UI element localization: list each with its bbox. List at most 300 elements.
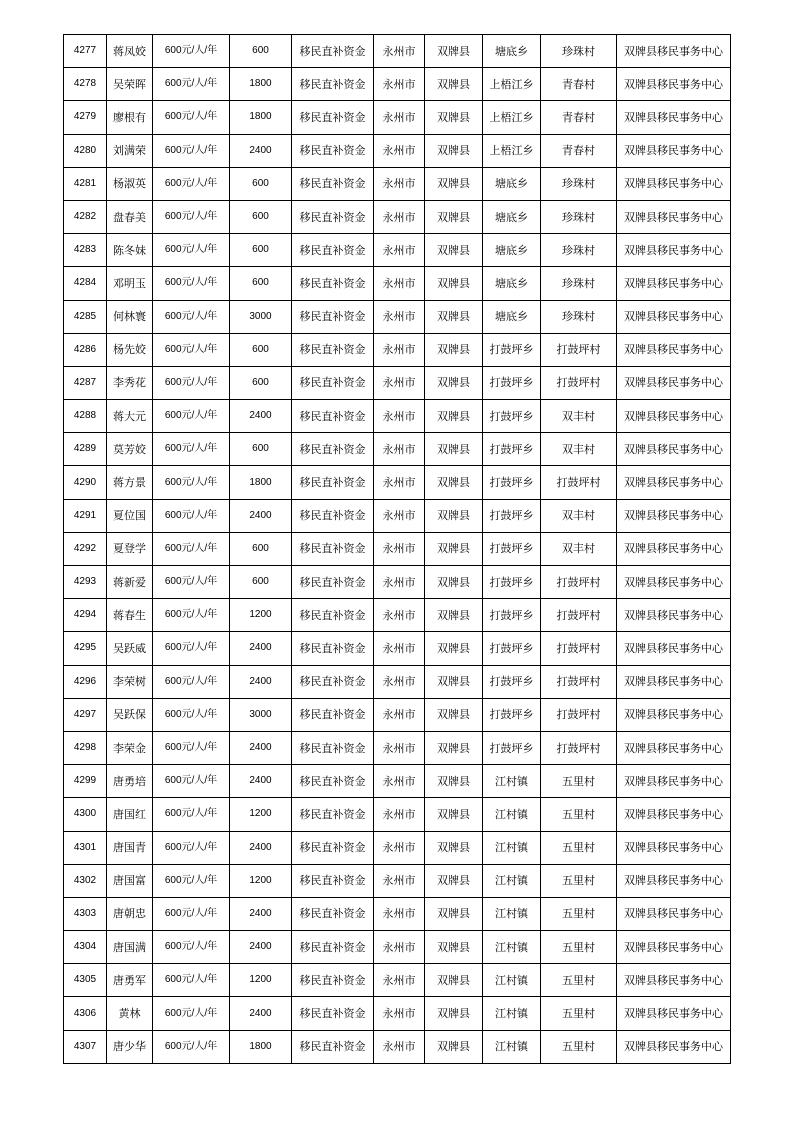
cell-city: 永州市 <box>374 964 425 997</box>
cell-row-number: 4297 <box>64 698 107 731</box>
cell-row-number: 4298 <box>64 731 107 764</box>
cell-village: 双丰村 <box>541 400 617 433</box>
cell-fund-type: 移民直补资金 <box>292 300 374 333</box>
table-body <box>64 35 731 1064</box>
cell-fund-type: 移民直补资金 <box>292 566 374 599</box>
cell-person-name: 吴跃保 <box>107 698 153 731</box>
cell-row-number: 4284 <box>64 267 107 300</box>
cell-subsidy-standard: 600元/人/年 <box>153 433 230 466</box>
cell-village: 双丰村 <box>541 499 617 532</box>
cell-fund-type: 移民直补资金 <box>292 101 374 134</box>
cell-city: 永州市 <box>374 897 425 930</box>
cell-township: 打鼓坪乡 <box>483 698 541 731</box>
cell-township: 打鼓坪乡 <box>483 366 541 399</box>
table-row <box>64 466 731 499</box>
cell-city: 永州市 <box>374 765 425 798</box>
table-row <box>64 632 731 665</box>
cell-village: 打鼓坪村 <box>541 665 617 698</box>
table-row <box>64 731 731 764</box>
cell-fund-type: 移民直补资金 <box>292 499 374 532</box>
cell-city: 永州市 <box>374 1030 425 1063</box>
cell-village: 打鼓坪村 <box>541 599 617 632</box>
cell-subsidy-standard: 600元/人/年 <box>153 300 230 333</box>
cell-person-name: 蒋大元 <box>107 400 153 433</box>
cell-fund-type: 移民直补资金 <box>292 466 374 499</box>
cell-village: 打鼓坪村 <box>541 632 617 665</box>
cell-person-name: 杨淑英 <box>107 167 153 200</box>
cell-subsidy-standard: 600元/人/年 <box>153 466 230 499</box>
table-row <box>64 35 731 68</box>
table-row <box>64 134 731 167</box>
cell-row-number: 4290 <box>64 466 107 499</box>
cell-city: 永州市 <box>374 831 425 864</box>
cell-subsidy-standard: 600元/人/年 <box>153 532 230 565</box>
cell-agency: 双牌县移民事务中心 <box>617 68 731 101</box>
cell-subsidy-standard: 600元/人/年 <box>153 167 230 200</box>
cell-fund-type: 移民直补资金 <box>292 366 374 399</box>
cell-person-name: 杨先姣 <box>107 333 153 366</box>
cell-village: 青春村 <box>541 101 617 134</box>
cell-township: 塘底乡 <box>483 234 541 267</box>
cell-county: 双牌县 <box>425 433 483 466</box>
cell-row-number: 4301 <box>64 831 107 864</box>
cell-village: 五里村 <box>541 897 617 930</box>
cell-fund-type: 移民直补资金 <box>292 1030 374 1063</box>
cell-row-number: 4302 <box>64 864 107 897</box>
cell-row-number: 4296 <box>64 665 107 698</box>
cell-city: 永州市 <box>374 366 425 399</box>
cell-amount: 3000 <box>230 698 292 731</box>
cell-row-number: 4303 <box>64 897 107 930</box>
cell-fund-type: 移民直补资金 <box>292 964 374 997</box>
cell-amount: 600 <box>230 234 292 267</box>
cell-subsidy-standard: 600元/人/年 <box>153 864 230 897</box>
cell-person-name: 蒋凤姣 <box>107 35 153 68</box>
cell-subsidy-standard: 600元/人/年 <box>153 200 230 233</box>
cell-village: 青春村 <box>541 134 617 167</box>
cell-township: 打鼓坪乡 <box>483 466 541 499</box>
cell-person-name: 蒋春生 <box>107 599 153 632</box>
cell-subsidy-standard: 600元/人/年 <box>153 931 230 964</box>
cell-village: 打鼓坪村 <box>541 466 617 499</box>
cell-county: 双牌县 <box>425 698 483 731</box>
cell-agency: 双牌县移民事务中心 <box>617 499 731 532</box>
cell-city: 永州市 <box>374 466 425 499</box>
cell-subsidy-standard: 600元/人/年 <box>153 499 230 532</box>
cell-city: 永州市 <box>374 35 425 68</box>
cell-person-name: 唐勇培 <box>107 765 153 798</box>
cell-township: 打鼓坪乡 <box>483 433 541 466</box>
cell-row-number: 4292 <box>64 532 107 565</box>
cell-agency: 双牌县移民事务中心 <box>617 101 731 134</box>
cell-row-number: 4281 <box>64 167 107 200</box>
cell-city: 永州市 <box>374 433 425 466</box>
cell-village: 五里村 <box>541 964 617 997</box>
cell-person-name: 唐勇军 <box>107 964 153 997</box>
cell-fund-type: 移民直补资金 <box>292 632 374 665</box>
table-row <box>64 68 731 101</box>
cell-township: 江村镇 <box>483 931 541 964</box>
cell-city: 永州市 <box>374 200 425 233</box>
cell-agency: 双牌县移民事务中心 <box>617 864 731 897</box>
cell-city: 永州市 <box>374 665 425 698</box>
cell-township: 打鼓坪乡 <box>483 665 541 698</box>
cell-person-name: 夏位国 <box>107 499 153 532</box>
cell-amount: 600 <box>230 566 292 599</box>
cell-person-name: 莫芳姣 <box>107 433 153 466</box>
table-row <box>64 1030 731 1063</box>
cell-person-name: 唐国满 <box>107 931 153 964</box>
cell-row-number: 4279 <box>64 101 107 134</box>
table-row <box>64 400 731 433</box>
cell-row-number: 4289 <box>64 433 107 466</box>
cell-county: 双牌县 <box>425 599 483 632</box>
cell-county: 双牌县 <box>425 366 483 399</box>
cell-subsidy-standard: 600元/人/年 <box>153 897 230 930</box>
cell-amount: 1200 <box>230 798 292 831</box>
cell-subsidy-standard: 600元/人/年 <box>153 400 230 433</box>
cell-subsidy-standard: 600元/人/年 <box>153 234 230 267</box>
cell-person-name: 唐国红 <box>107 798 153 831</box>
cell-person-name: 李荣树 <box>107 665 153 698</box>
cell-subsidy-standard: 600元/人/年 <box>153 798 230 831</box>
cell-agency: 双牌县移民事务中心 <box>617 566 731 599</box>
cell-amount: 1200 <box>230 599 292 632</box>
cell-agency: 双牌县移民事务中心 <box>617 897 731 930</box>
cell-amount: 600 <box>230 267 292 300</box>
cell-agency: 双牌县移民事务中心 <box>617 366 731 399</box>
cell-subsidy-standard: 600元/人/年 <box>153 267 230 300</box>
cell-row-number: 4282 <box>64 200 107 233</box>
cell-subsidy-standard: 600元/人/年 <box>153 599 230 632</box>
cell-fund-type: 移民直补资金 <box>292 897 374 930</box>
cell-fund-type: 移民直补资金 <box>292 200 374 233</box>
cell-village: 五里村 <box>541 997 617 1030</box>
cell-fund-type: 移民直补资金 <box>292 35 374 68</box>
cell-amount: 3000 <box>230 300 292 333</box>
cell-amount: 2400 <box>230 632 292 665</box>
cell-row-number: 4305 <box>64 964 107 997</box>
cell-village: 打鼓坪村 <box>541 333 617 366</box>
cell-fund-type: 移民直补资金 <box>292 931 374 964</box>
cell-amount: 2400 <box>230 499 292 532</box>
cell-amount: 1800 <box>230 466 292 499</box>
cell-agency: 双牌县移民事务中心 <box>617 433 731 466</box>
cell-agency: 双牌县移民事务中心 <box>617 400 731 433</box>
cell-fund-type: 移民直补资金 <box>292 433 374 466</box>
cell-village: 珍珠村 <box>541 267 617 300</box>
table-row <box>64 964 731 997</box>
cell-row-number: 4304 <box>64 931 107 964</box>
cell-agency: 双牌县移民事务中心 <box>617 300 731 333</box>
cell-person-name: 李荣金 <box>107 731 153 764</box>
table-row <box>64 566 731 599</box>
table-row <box>64 997 731 1030</box>
table-row <box>64 167 731 200</box>
cell-person-name: 邓明玉 <box>107 267 153 300</box>
cell-village: 珍珠村 <box>541 35 617 68</box>
cell-amount: 2400 <box>230 731 292 764</box>
cell-county: 双牌县 <box>425 997 483 1030</box>
cell-fund-type: 移民直补资金 <box>292 864 374 897</box>
cell-village: 五里村 <box>541 1030 617 1063</box>
cell-amount: 1800 <box>230 101 292 134</box>
cell-row-number: 4283 <box>64 234 107 267</box>
cell-county: 双牌县 <box>425 35 483 68</box>
cell-county: 双牌县 <box>425 731 483 764</box>
cell-township: 打鼓坪乡 <box>483 566 541 599</box>
table-row <box>64 267 731 300</box>
cell-row-number: 4293 <box>64 566 107 599</box>
cell-agency: 双牌县移民事务中心 <box>617 466 731 499</box>
cell-amount: 1800 <box>230 1030 292 1063</box>
cell-fund-type: 移民直补资金 <box>292 532 374 565</box>
cell-fund-type: 移民直补资金 <box>292 134 374 167</box>
cell-subsidy-standard: 600元/人/年 <box>153 665 230 698</box>
cell-city: 永州市 <box>374 167 425 200</box>
cell-subsidy-standard: 600元/人/年 <box>153 632 230 665</box>
cell-county: 双牌县 <box>425 532 483 565</box>
table-row <box>64 599 731 632</box>
table-row <box>64 798 731 831</box>
cell-amount: 1200 <box>230 864 292 897</box>
cell-amount: 600 <box>230 333 292 366</box>
cell-agency: 双牌县移民事务中心 <box>617 632 731 665</box>
cell-row-number: 4295 <box>64 632 107 665</box>
cell-county: 双牌县 <box>425 632 483 665</box>
cell-agency: 双牌县移民事务中心 <box>617 964 731 997</box>
cell-agency: 双牌县移民事务中心 <box>617 532 731 565</box>
cell-row-number: 4287 <box>64 366 107 399</box>
cell-county: 双牌县 <box>425 765 483 798</box>
cell-amount: 2400 <box>230 665 292 698</box>
table-row <box>64 300 731 333</box>
cell-amount: 600 <box>230 200 292 233</box>
cell-village: 五里村 <box>541 864 617 897</box>
cell-subsidy-standard: 600元/人/年 <box>153 765 230 798</box>
cell-village: 双丰村 <box>541 433 617 466</box>
cell-county: 双牌县 <box>425 864 483 897</box>
cell-amount: 600 <box>230 433 292 466</box>
cell-person-name: 盘春美 <box>107 200 153 233</box>
cell-row-number: 4285 <box>64 300 107 333</box>
cell-amount: 2400 <box>230 134 292 167</box>
cell-county: 双牌县 <box>425 897 483 930</box>
cell-county: 双牌县 <box>425 68 483 101</box>
cell-amount: 2400 <box>230 765 292 798</box>
cell-fund-type: 移民直补资金 <box>292 599 374 632</box>
cell-person-name: 夏登学 <box>107 532 153 565</box>
cell-amount: 2400 <box>230 400 292 433</box>
cell-township: 塘底乡 <box>483 267 541 300</box>
cell-county: 双牌县 <box>425 300 483 333</box>
cell-subsidy-standard: 600元/人/年 <box>153 366 230 399</box>
cell-village: 五里村 <box>541 931 617 964</box>
cell-fund-type: 移民直补资金 <box>292 167 374 200</box>
table-row <box>64 831 731 864</box>
cell-agency: 双牌县移民事务中心 <box>617 134 731 167</box>
cell-village: 青春村 <box>541 68 617 101</box>
cell-township: 打鼓坪乡 <box>483 400 541 433</box>
cell-township: 上梧江乡 <box>483 134 541 167</box>
cell-county: 双牌县 <box>425 566 483 599</box>
cell-amount: 1800 <box>230 68 292 101</box>
cell-fund-type: 移民直补资金 <box>292 665 374 698</box>
cell-city: 永州市 <box>374 599 425 632</box>
cell-city: 永州市 <box>374 632 425 665</box>
cell-agency: 双牌县移民事务中心 <box>617 1030 731 1063</box>
cell-fund-type: 移民直补资金 <box>292 267 374 300</box>
cell-person-name: 陈冬妹 <box>107 234 153 267</box>
cell-row-number: 4286 <box>64 333 107 366</box>
cell-agency: 双牌县移民事务中心 <box>617 798 731 831</box>
cell-village: 珍珠村 <box>541 234 617 267</box>
cell-row-number: 4277 <box>64 35 107 68</box>
cell-amount: 600 <box>230 35 292 68</box>
cell-township: 江村镇 <box>483 831 541 864</box>
cell-person-name: 吴跃威 <box>107 632 153 665</box>
cell-agency: 双牌县移民事务中心 <box>617 731 731 764</box>
cell-city: 永州市 <box>374 731 425 764</box>
cell-subsidy-standard: 600元/人/年 <box>153 68 230 101</box>
cell-subsidy-standard: 600元/人/年 <box>153 731 230 764</box>
cell-amount: 2400 <box>230 931 292 964</box>
cell-township: 江村镇 <box>483 765 541 798</box>
cell-subsidy-standard: 600元/人/年 <box>153 35 230 68</box>
cell-agency: 双牌县移民事务中心 <box>617 35 731 68</box>
cell-city: 永州市 <box>374 68 425 101</box>
cell-row-number: 4288 <box>64 400 107 433</box>
cell-fund-type: 移民直补资金 <box>292 831 374 864</box>
cell-county: 双牌县 <box>425 400 483 433</box>
cell-county: 双牌县 <box>425 134 483 167</box>
cell-agency: 双牌县移民事务中心 <box>617 997 731 1030</box>
cell-fund-type: 移民直补资金 <box>292 731 374 764</box>
cell-village: 打鼓坪村 <box>541 366 617 399</box>
cell-row-number: 4306 <box>64 997 107 1030</box>
cell-fund-type: 移民直补资金 <box>292 234 374 267</box>
cell-agency: 双牌县移民事务中心 <box>617 831 731 864</box>
table-row <box>64 333 731 366</box>
cell-township: 江村镇 <box>483 897 541 930</box>
cell-township: 打鼓坪乡 <box>483 532 541 565</box>
cell-city: 永州市 <box>374 400 425 433</box>
cell-subsidy-standard: 600元/人/年 <box>153 101 230 134</box>
cell-village: 五里村 <box>541 765 617 798</box>
cell-city: 永州市 <box>374 997 425 1030</box>
cell-fund-type: 移民直补资金 <box>292 68 374 101</box>
cell-county: 双牌县 <box>425 665 483 698</box>
cell-subsidy-standard: 600元/人/年 <box>153 333 230 366</box>
cell-village: 双丰村 <box>541 532 617 565</box>
cell-agency: 双牌县移民事务中心 <box>617 267 731 300</box>
cell-row-number: 4280 <box>64 134 107 167</box>
cell-amount: 600 <box>230 366 292 399</box>
cell-township: 江村镇 <box>483 798 541 831</box>
cell-county: 双牌县 <box>425 466 483 499</box>
cell-township: 塘底乡 <box>483 300 541 333</box>
cell-county: 双牌县 <box>425 333 483 366</box>
cell-amount: 1200 <box>230 964 292 997</box>
cell-township: 打鼓坪乡 <box>483 731 541 764</box>
table-row <box>64 101 731 134</box>
cell-city: 永州市 <box>374 532 425 565</box>
cell-row-number: 4299 <box>64 765 107 798</box>
cell-city: 永州市 <box>374 300 425 333</box>
cell-person-name: 唐国青 <box>107 831 153 864</box>
cell-county: 双牌县 <box>425 798 483 831</box>
cell-person-name: 吴荣晖 <box>107 68 153 101</box>
cell-township: 江村镇 <box>483 964 541 997</box>
cell-person-name: 蒋方景 <box>107 466 153 499</box>
cell-village: 珍珠村 <box>541 200 617 233</box>
cell-person-name: 唐国富 <box>107 864 153 897</box>
cell-fund-type: 移民直补资金 <box>292 698 374 731</box>
cell-amount: 600 <box>230 532 292 565</box>
cell-amount: 2400 <box>230 897 292 930</box>
cell-county: 双牌县 <box>425 234 483 267</box>
cell-county: 双牌县 <box>425 101 483 134</box>
table-row <box>64 234 731 267</box>
cell-subsidy-standard: 600元/人/年 <box>153 134 230 167</box>
cell-fund-type: 移民直补资金 <box>292 798 374 831</box>
cell-agency: 双牌县移民事务中心 <box>617 765 731 798</box>
cell-subsidy-standard: 600元/人/年 <box>153 1030 230 1063</box>
cell-city: 永州市 <box>374 134 425 167</box>
cell-person-name: 何林寰 <box>107 300 153 333</box>
cell-person-name: 蒋新爱 <box>107 566 153 599</box>
cell-fund-type: 移民直补资金 <box>292 997 374 1030</box>
cell-person-name: 李秀花 <box>107 366 153 399</box>
table-row <box>64 698 731 731</box>
cell-agency: 双牌县移民事务中心 <box>617 167 731 200</box>
cell-village: 打鼓坪村 <box>541 731 617 764</box>
cell-row-number: 4278 <box>64 68 107 101</box>
cell-township: 打鼓坪乡 <box>483 499 541 532</box>
cell-agency: 双牌县移民事务中心 <box>617 931 731 964</box>
cell-city: 永州市 <box>374 566 425 599</box>
cell-subsidy-standard: 600元/人/年 <box>153 566 230 599</box>
cell-city: 永州市 <box>374 698 425 731</box>
cell-township: 塘底乡 <box>483 200 541 233</box>
cell-county: 双牌县 <box>425 267 483 300</box>
cell-township: 打鼓坪乡 <box>483 333 541 366</box>
cell-agency: 双牌县移民事务中心 <box>617 698 731 731</box>
cell-city: 永州市 <box>374 267 425 300</box>
cell-amount: 600 <box>230 167 292 200</box>
cell-county: 双牌县 <box>425 831 483 864</box>
cell-fund-type: 移民直补资金 <box>292 333 374 366</box>
cell-county: 双牌县 <box>425 167 483 200</box>
table-row <box>64 200 731 233</box>
cell-city: 永州市 <box>374 798 425 831</box>
cell-subsidy-standard: 600元/人/年 <box>153 831 230 864</box>
cell-agency: 双牌县移民事务中心 <box>617 599 731 632</box>
cell-township: 江村镇 <box>483 864 541 897</box>
cell-township: 塘底乡 <box>483 167 541 200</box>
cell-row-number: 4294 <box>64 599 107 632</box>
table-row <box>64 665 731 698</box>
cell-township: 上梧江乡 <box>483 101 541 134</box>
table-row <box>64 499 731 532</box>
cell-person-name: 唐少华 <box>107 1030 153 1063</box>
cell-county: 双牌县 <box>425 931 483 964</box>
cell-city: 永州市 <box>374 864 425 897</box>
cell-township: 上梧江乡 <box>483 68 541 101</box>
cell-row-number: 4307 <box>64 1030 107 1063</box>
cell-village: 珍珠村 <box>541 300 617 333</box>
cell-city: 永州市 <box>374 333 425 366</box>
